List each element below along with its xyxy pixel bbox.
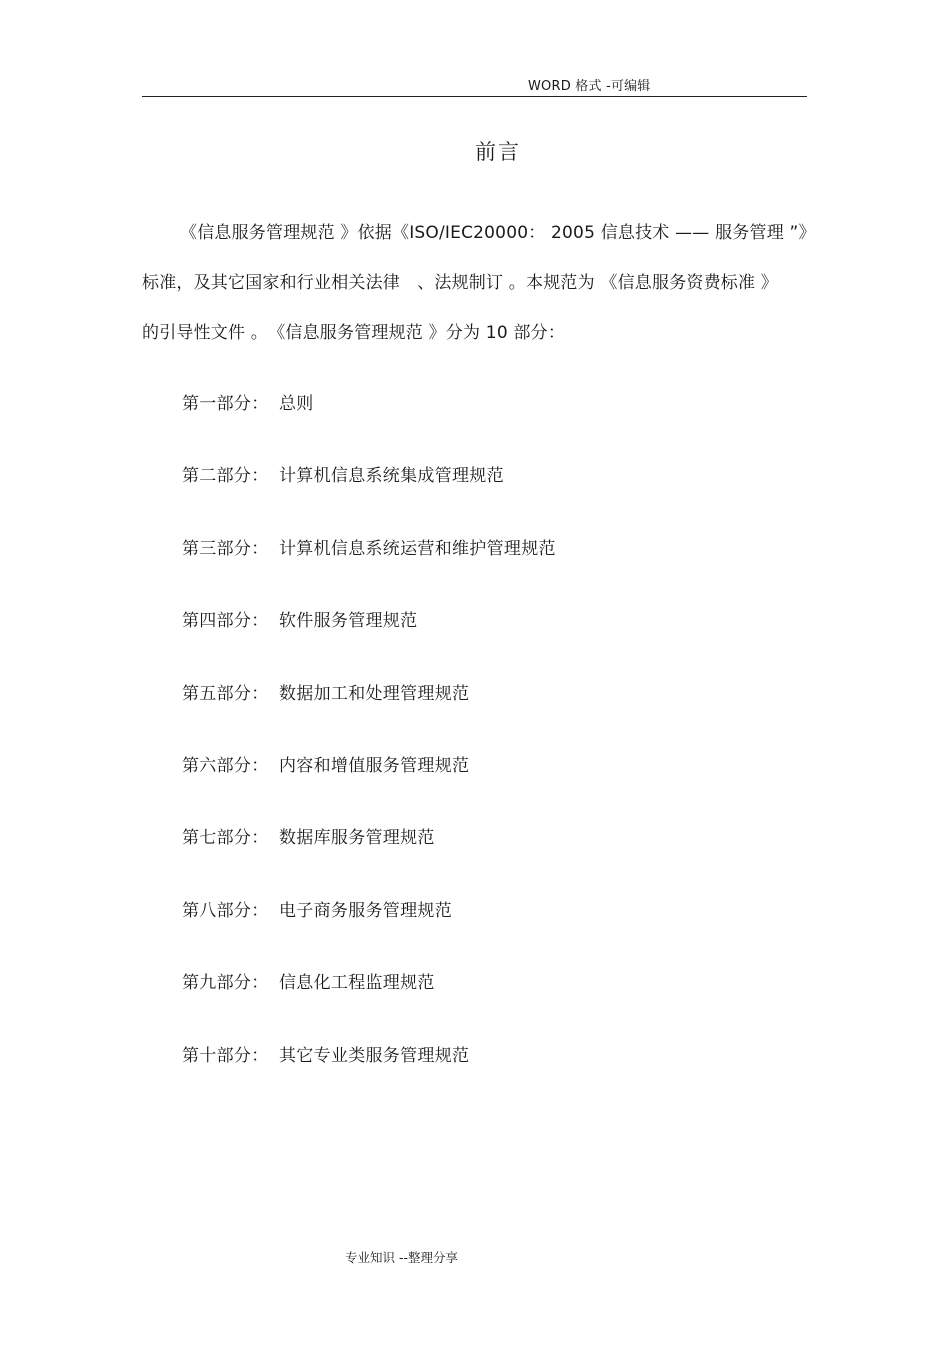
part-name: 数据加工和处理管理规范 <box>279 684 470 704</box>
part-label: 第七部分： <box>182 828 269 848</box>
part-name: 软件服务管理规范 <box>279 611 418 631</box>
header-divider <box>142 96 807 97</box>
part-label: 第四部分： <box>182 611 269 631</box>
document-title: 前言 <box>475 140 521 164</box>
part-name: 信息化工程监理规范 <box>279 973 435 993</box>
part-label: 第五部分： <box>182 684 269 704</box>
part-item <box>182 823 435 848</box>
part-label: 第一部分： <box>182 394 269 414</box>
part-name: 总则 <box>279 394 314 414</box>
part-name: 计算机信息系统集成管理规范 <box>279 466 504 486</box>
intro-line-3: 的引导性文件 。 《信息服务管理规范 》分为 10 部分： <box>142 323 566 343</box>
part-item <box>182 896 452 921</box>
part-item <box>182 1041 469 1066</box>
part-name: 其它专业类服务管理规范 <box>279 1046 470 1066</box>
intro-line-2: 标准，及其它国家和行业相关法律 、法规制订 。本规范为 《信息服务资费标准 》 <box>142 273 779 293</box>
part-label: 第二部分： <box>182 466 269 486</box>
page-header: WORD 格式 -可编辑 <box>528 79 651 94</box>
part-item <box>182 461 504 486</box>
part-label: 第六部分： <box>182 756 269 776</box>
part-label: 第十部分： <box>182 1046 269 1066</box>
part-item <box>182 389 314 414</box>
part-name: 计算机信息系统运营和维护管理规范 <box>279 539 556 559</box>
part-label: 第三部分： <box>182 539 269 559</box>
part-item <box>182 968 435 993</box>
part-name: 内容和增值服务管理规范 <box>279 756 470 776</box>
part-item <box>182 606 417 631</box>
part-item <box>182 679 469 704</box>
part-name: 数据库服务管理规范 <box>279 828 435 848</box>
part-label: 第九部分： <box>182 973 269 993</box>
part-name: 电子商务服务管理规范 <box>279 901 452 921</box>
intro-line-1: 《信息服务管理规范 》依据《ISO/IEC20000： 2005 信息技术 —— 服务管理 ”》 <box>180 223 816 243</box>
part-item <box>182 751 469 776</box>
part-label: 第八部分： <box>182 901 269 921</box>
page-footer: 专业知识 --整理分享 <box>345 1250 458 1265</box>
part-item <box>182 534 556 559</box>
